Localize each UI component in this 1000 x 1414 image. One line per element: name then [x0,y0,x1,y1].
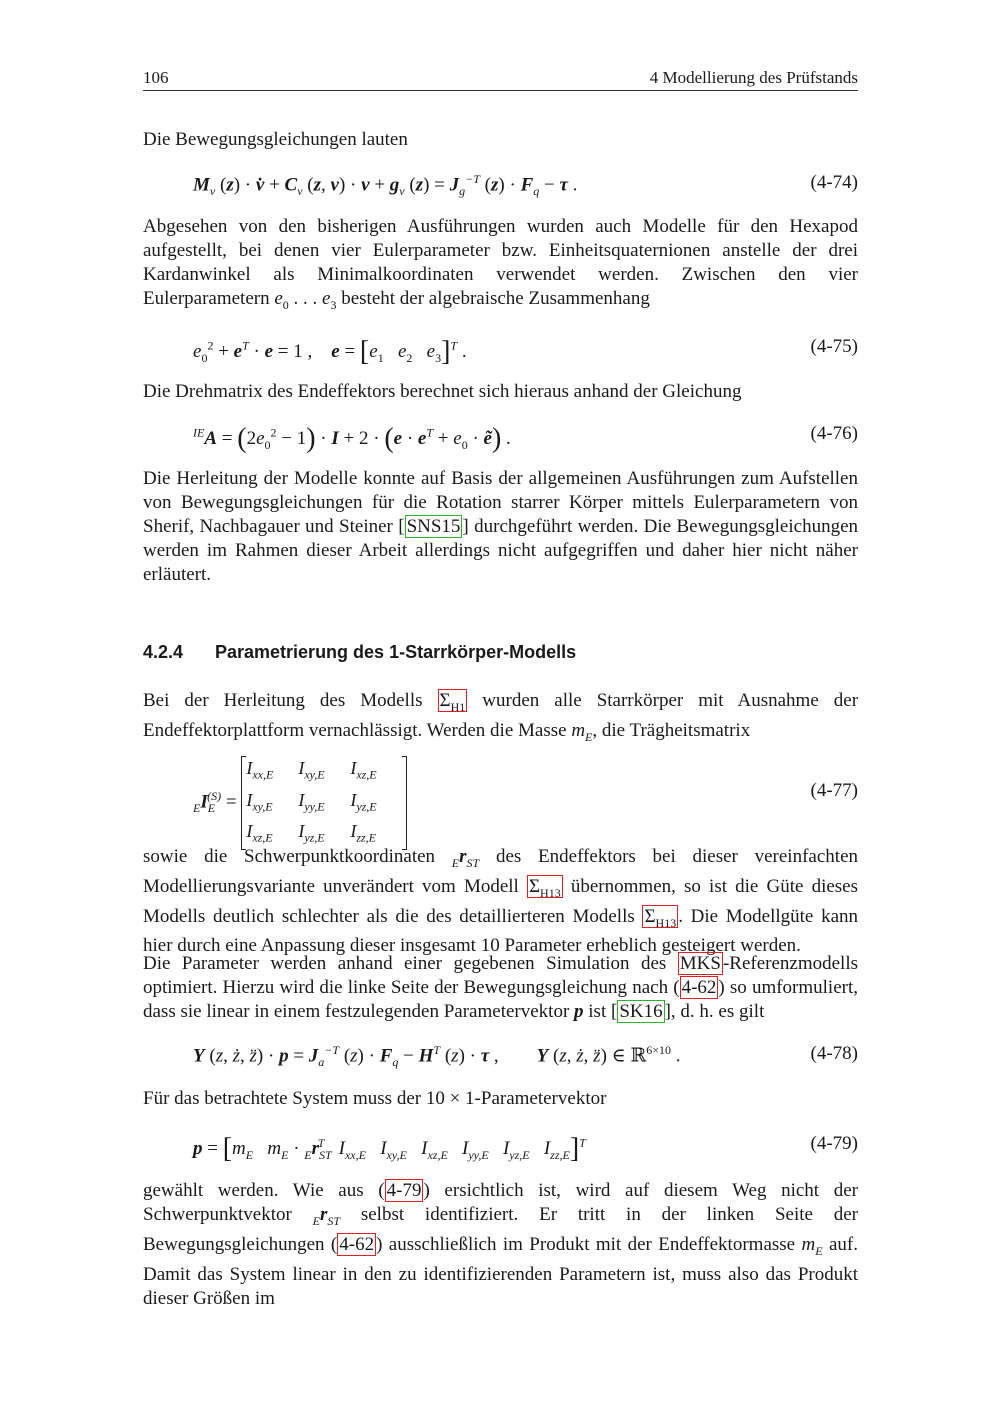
equation-link-4-79[interactable]: 4-79 [386,1180,422,1201]
equation-number: (4-74) [810,172,858,193]
equation-number: (4-79) [810,1133,858,1154]
equation-body: $p = [m_E$ $m_E \cdot _Er_{ST}^T$ $I_{xx,E}$ $I_{xy,E}$ $I_{xz,E}$ $I_{yy,E}$ $I_{yz,E}$ $I_{zz,E}]^T$ [193,1133,586,1164]
paragraph-5: Bei der Herleitung des Modells $\Sigma_{H1}$ wurden alle Starrkörper mit Ausnahme der Endeffektorplattform vernachlässigt. Werden die Masse $m_E$, die Trägheitsmatrix [143,690,859,744]
equation-link-4-62[interactable]: 4-62 [339,1233,375,1255]
model-link-h1[interactable]: $\Sigma_{H1}$ [439,690,466,714]
citation-link[interactable]: SK16 [619,1001,663,1022]
paragraph-7: Die Parameter werden anhand einer gegebenen Simulation des MKS -Referenzmodells optimiert. Hierzu wird die linke Seite der Bewegungsgleichung nach ( 4-62 ) so umformuliert, dass sie linear in einem festzulegenden Parametervektor p ist [ SK16 ], d. h. es gilt [143,953,859,1022]
equation-body: $M_v$ (z) · v̇ + $C_v$ (z, $v) \cdot v + g_v$ $(z) = J_g^{-T}$ $(z) \cdot F_q - \tau$ . [193,172,578,199]
paragraph-3: Die Drehmatrix des Endeffektors berechnet sich hieraus anhand der Gleichung [143,381,742,402]
equation-link-4-62[interactable]: 4-62 [681,977,717,998]
model-link-h13[interactable]: $\Sigma_{H13}$ [528,875,561,900]
paragraph-9: gewählt werden. Wie aus ( 4-79 ) ersichtlich ist, wird auf diesem Weg nicht der Schwerpunktvektor $_Er_{ST}$ selbst identifiziert. Er tritt in der linken Seite der Bewegungsgleichungen ( 4-62 ) ausschließlich im Produkt mit der Endeffektormasse $m_E$ auf. Damit das System linear in den zu identifizierenden Parametern ist, muss also das Produkt dieser Größen im [143,1180,859,1309]
paragraph-2: Abgesehen von den bisherigen Ausführungen wurden auch Modelle für den Hexapod aufgestellt, bei denen vier Eulerparameter bzw. Einheitsquaternionen anstelle der drei Kardanwinkel als Minimalkoordinaten verwendet werden. Zwischen den vier Eulerparametern $e_0$ . . . $e_3$ besteht der algebraische Zusammenhang [143,216,858,312]
equation-number: (4-77) [810,780,858,801]
chapter-title: 4 Modellierung des Prüfstands [649,68,858,87]
paragraph-8: Für das betrachtete System muss der 10 × 1-Parametervektor [143,1088,607,1109]
equation-body: $_EI_E^{(S)}$ = $I_{xx,E}$ $I_{xy,E}$ $I_{xz,E}$ $I_{xy,E}$ $I_{yy,E}$ $I_{yz,E}$ $I_{xz,E}$ $I_{yz,E}$ $I_{zz,E}$ [193,756,407,850]
page-number: 106 [143,68,169,87]
equation-body: $e_0^2 + e^T \cdot e = 1$ , $e = [e_1$ $e_2$ $e_3]^T$ . [193,336,467,367]
equation-number: (4-76) [810,423,858,444]
paragraph-1: Die Bewegungsgleichungen lauten [143,129,408,150]
citation-link[interactable]: SNS15 [406,516,461,537]
equation-body: Y (z, ż, z̈) · $p = J_a^{-T}$ $(z) \cdot F_q - H^T$ (z) · τ , Y (z, ż, z̈) ∈ ℝ$^{6\times 10}$ . [193,1043,681,1070]
acronym-link-mks[interactable]: MKS [679,953,721,974]
model-link-h13[interactable]: $\Sigma_{H13}$ [644,905,677,930]
paragraph-6: sowie die Schwerpunktkoordinaten $_Er_{ST}$ des Endeffektors bei dieser vereinfachten Modellierungsvariante unverändert vom Modell $\Sigma_{H13}$ übernommen, so ist die Güte dieses Modells deutlich schlechter als die des detaillierteren Modells $\Sigma_{H13}$ . Die Modellgüte kann hier durch eine Anpassung dieser insgesamt 10 Parameter erheblich gesteigert werden. [143,846,859,957]
page-header [143,66,858,91]
equation-number: (4-75) [810,336,858,357]
equation-number: (4-78) [810,1043,858,1064]
paragraph-4: Die Herleitung der Modelle konnte auf Basis der allgemeinen Ausführungen zum Aufstellen von Bewegungsgleichungen für die Rotation starrer Körper mittels Eulerparametern von Sherif, Nachbagauer und Steiner [ SNS15 ] durchgeführt werden. Die Bewegungsgleichungen werden im Rahmen dieser Arbeit allerdings nicht aufgegriffen und daher hier nicht näher erläutert. [143,468,858,585]
equation-body: $^{IE}A = (2e_0^2 - 1) \cdot I + 2 \cdot (e \cdot e^T + e_0$ · ẽ) . [193,423,511,454]
equation-4-77 [143,756,858,845]
section-heading: 4.2.4 Parametrierung des 1-Starrkörper-Modells [143,642,577,662]
inertia-matrix: $I_{xx,E}$ $I_{xy,E}$ $I_{xz,E}$ $I_{xy,E}$ $I_{yy,E}$ $I_{yz,E}$ $I_{xz,E}$ $I_{yz,E}$ $I_{zz,E}$ [241,756,407,850]
